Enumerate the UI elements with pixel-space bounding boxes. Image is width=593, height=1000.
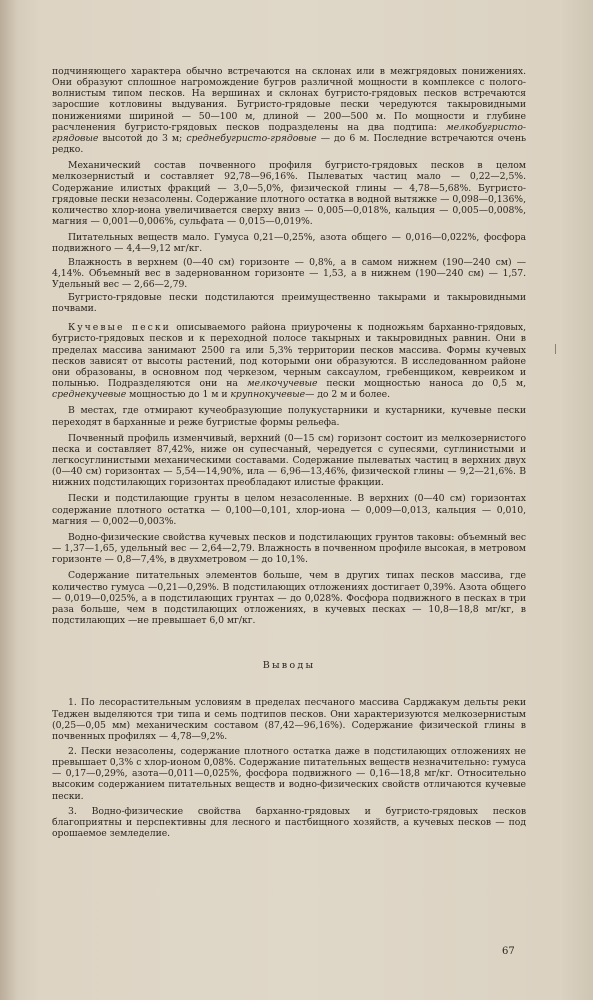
paragraph-4: Влажность в верхнем (0—40 см) горизонте — 0,8%, а в самом нижнем (190—240 см) — 4,14%. Объемный вес в задернованном горизонте — 1,53, а в нижнем (190—240 см) — 1,57. Удельный вес — 2,66—2,79.	[52, 256, 526, 290]
conclusions-heading: Выводы	[262, 660, 316, 672]
section-lead: Кучевые пески	[68, 322, 171, 334]
body-text	[52, 66, 526, 843]
paragraph-7: В местах, где отмирают кучеобразующие полукустарники и кустарники, кучевые пески переходят в барханные и реже бугристые формы рельефа.	[52, 405, 526, 428]
paragraph-6: Кучевые пески описываемого района приурочены к подножьям барханно-грядовых, бугристо-грядовых песков и к переходной полосе такырных и такыровидных равнин. Они в пределах массива занимают 2500 га или 5,3% территории песков массива. Формы кучевых песков зависят от высоты растений, под которыми они образуются. В исследованном районе они образованы, в основном под черкезом, черным саксаулом, гребенщиком, кевреиком и полынью. Подразделяются они на мелкочучевые пески мощностью наноса до 0,5 м, среднекучевые мощностью до 1 м и крупнокучевые— до 2 м и более.	[52, 322, 526, 401]
paragraph-8: Почвенный профиль изменчивый, верхний (0—15 см) горизонт состоит из мелкозернистого песка и составляет 87,42%, ниже он супесчаный, чередуется с супесями, суглинистыми и легкосуглинистыми механическими составами. Содержание пылеватых частиц в верхних двух (0—40 см) горизонтах — 5,54—14,90%, ила — 6,96—13,46%, физической глины — 9,2—21,6%. В нижних подстилающих горизонтах преобладают илистые фракции.	[52, 432, 526, 489]
paragraph-9: Пески и подстилающие грунты в целом незасоленные. В верхних (0—40 см) горизонтах содержание плотного остатка — 0,100—0,101, хлор-иона — 0,009—0,013, кальция — 0,010, магния — 0,002—0,003%.	[52, 493, 526, 527]
margin-mark	[555, 344, 560, 354]
conclusion-item: 3. Водно-физические свойства барханно-грядовых и бугристо-грядовых песков благоприятны и перспективны для лесного и пастбищного хозяйств, а кучевых песков — под орошаемое земледелие.	[52, 805, 526, 840]
conclusion-item: 2. Пески незасолены, содержание плотного остатка даже в подстилающих отложениях не превышает 0,3% с хлор-ионом 0,08%. Содержание питательных веществ незначительно: гумуса — 0,17—0,29%, азота—0,011—0,025%, фосфора подвижного — 0,16—18,8 мг/кг. Относительно высоким содержанием питательных веществ и водно-физических свойств отличаются кучевые пески.	[52, 745, 526, 802]
page-number: 67	[502, 946, 515, 957]
paragraph-11: Содержание питательных элементов больше, чем в других типах песков массива, где количество гумуса —0,21—0,29%. В подстилающих отложениях достигает 0,39%. Азота общего — 0,019—0,025%, а в подстилающих грунтах — до 0,028%. Фосфора подвижного в песках в три раза больше, чем в подстилающих отложениях, в кучевых песках — 10,8—18,8 мг/кг, в подстилающих —не превышает 6,0 мг/кг.	[52, 570, 526, 627]
paragraph-5: Бугристо-грядовые пески подстилаются преимущественно такырами и такыровидными почвами.	[52, 291, 526, 315]
paragraph-2: Механический состав почвенного профиля бугристо-грядовых песков в целом мелкозернистый и составляет 92,78—96,16%. Пылеватых частиц мало — 0,22—2,5%. Содержание илистых фракций — 3,0—5,0%, физической глины — 4,78—5,68%. Бугристо-грядовые пески незасолены. Содержание плотного остатка в водной вытяжке — 0,098—0,136%, количество хлор-иона увеличивается сверху вниз — 0,005—0,018%, кальция — 0,005—0,008%, магния — 0,001—0,006%, сульфата — 0,015—0,019%.	[52, 160, 526, 228]
paragraph-1: подчиняющего характера обычно встречаются на склонах или в межгрядовых понижениях. Они образуют сплошное нагромождение бугров различной мощности в комплексе с полого-волнистым типом песков. На вершинах и склонах бугристо-грядовых песков встречаются заросшие котловины выдувания. Бугристо-грядовые пески чередуются такыровидными понижениями шириной — 50—100 м, длиной — 200—500 м. По мощности и глубине расчленения бугристо-грядовых песков подразделены на два подтипа: мелкобугристо-грядовые высотой до 3 м; среднебугристо-грядовые — до 6 м. Последние встречаются очень редко.	[52, 66, 526, 156]
conclusion-item: 1. По лесорастительным условиям в пределах песчаного массива Сарджакум дельты реки Теджен выделяются три типа и семь подтипов песков. Они характеризуются мелкозернистым (0,25—0,05 мм) механическим составом (87,42—96,16%). Содержание физической глины в почвенных профилях — 4,78—9,2%.	[52, 697, 526, 742]
conclusions-list	[52, 697, 526, 839]
paragraph-10: Водно-физические свойства кучевых песков и подстилающих грунтов таковы: объемный вес — 1,37—1,65, удельный вес — 2,64—2,79. Влажность в почвенном профиле высокая, в метровом горизонте — 0,8—7,4%, в двухметровом — до 10,1%.	[52, 531, 526, 566]
paragraph-3: Питательных веществ мало. Гумуса 0,21—0,25%, азота общего — 0,016—0,022%, фосфора подвижного — 4,4—9,12 мг/кг.	[52, 232, 526, 255]
